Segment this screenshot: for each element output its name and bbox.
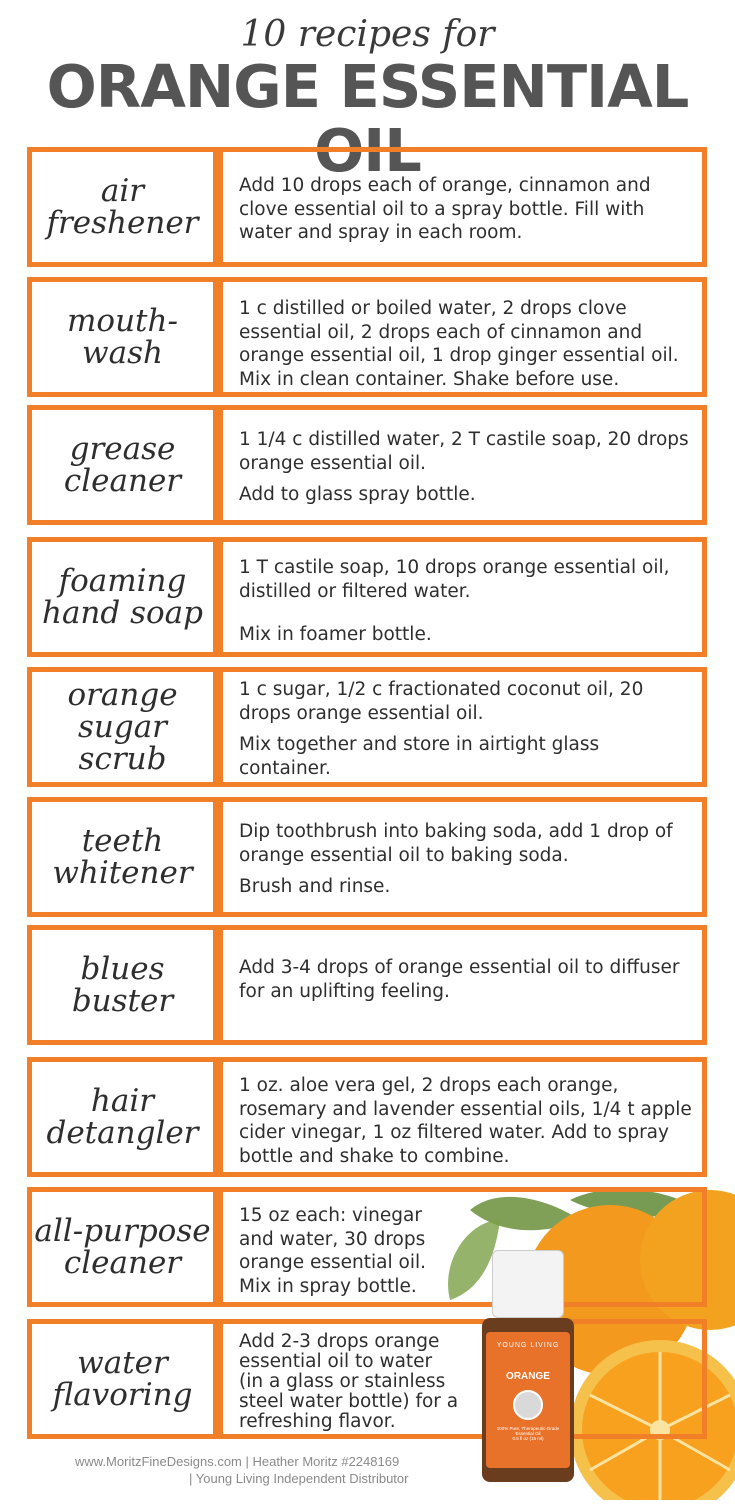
recipe-row: [27, 1187, 707, 1307]
recipe-row: [27, 537, 707, 657]
recipe-text: [218, 1187, 707, 1307]
page-title: ORANGE ESSENTIAL OIL: [46, 52, 689, 185]
recipe-text: [218, 277, 707, 397]
recipe-label: water flavoring: [27, 1319, 218, 1439]
essential-oil-bottle: [482, 1250, 574, 1482]
recipe-text: [218, 537, 707, 657]
recipe-paragraph: 1 oz. aloe vera gel, 2 drops each orange, rosemary and lavender essential oils, 1/4 t apple cider vinegar, 1 oz filtered water. Add to spray bottle and shake to combine.: [239, 1075, 692, 1167]
bottle-name: ORANGE: [506, 1371, 550, 1382]
recipe-label: mouth-wash: [27, 277, 218, 397]
bottle-cap: [492, 1250, 564, 1318]
recipe-label: air freshener: [27, 147, 218, 267]
bottle-volume: 0.5 fl oz (15 ml): [512, 1436, 544, 1441]
footer-line: | Young Living Independent Distributor: [189, 1471, 409, 1486]
bottle-fine-print: Essential Oil: [515, 1431, 541, 1436]
recipe-paragraph: Add to glass spray bottle.: [239, 484, 476, 505]
recipe-label: grease cleaner: [27, 405, 218, 525]
recipe-paragraph: 1 c sugar, 1/2 c fractionated coconut oil, 20 drops orange essential oil.: [239, 679, 644, 724]
footer: [75, 1453, 475, 1487]
recipe-row: [27, 667, 707, 787]
recipe-label: teeth whitener: [27, 797, 218, 917]
recipe-label: foaming hand soap: [27, 537, 218, 657]
recipe-paragraph: Mix together and store in airtight glass container.: [239, 734, 600, 779]
bottle-fine-print: 100% Pure, Therapeutic-Grade: [496, 1426, 560, 1431]
recipe-paragraph: Brush and rinse.: [239, 876, 391, 897]
recipe-text: [218, 797, 707, 917]
recipe-row: [27, 797, 707, 917]
recipe-row: [27, 925, 707, 1045]
recipe-paragraph: Dip toothbrush into baking soda, add 1 drop of orange essential oil to baking soda.: [239, 821, 673, 866]
recipe-text: [218, 1057, 707, 1177]
recipe-paragraph: 1 1/4 c distilled water, 2 T castile soap, 20 drops orange essential oil.: [239, 429, 689, 474]
recipe-paragraph: Mix in foamer bottle.: [239, 624, 432, 645]
recipe-text: [218, 147, 707, 267]
recipe-text: [218, 1319, 707, 1439]
footer-line: www.MoritzFineDesigns.com | Heather Moritz #2248169: [75, 1454, 400, 1469]
recipe-paragraph: Add 10 drops each of orange, cinnamon and clove essential oil to a spray bottle. Fill with water and spray in each room.: [239, 175, 651, 243]
recipe-paragraph: Mix in spray bottle.: [239, 1275, 417, 1297]
recipe-label: blues buster: [27, 925, 218, 1045]
recipe-row: [27, 147, 707, 267]
recipe-paragraph: 1 c distilled or boiled water, 2 drops clove essential oil, 2 drops each of cinnamon and orange essential oil, 1 drop ginger essential oil. Mix in clean container. Shake before use.: [239, 298, 679, 390]
recipe-text: [218, 667, 707, 787]
recipe-paragraph: Add 2-3 drops orange essential oil to water (in a glass or stainless steel water bottle) for a refreshing flavor.: [239, 1331, 459, 1432]
bottle-emblem-icon: [513, 1390, 543, 1420]
recipe-label: hair detangler: [27, 1057, 218, 1177]
recipe-row: [27, 1057, 707, 1177]
recipe-paragraph: 1 T castile soap, 10 drops orange essential oil, distilled or filtered water.: [239, 557, 670, 602]
recipe-row: [27, 1319, 707, 1439]
recipe-row: [27, 277, 707, 397]
recipe-paragraph: Add 3-4 drops of orange essential oil to diffuser for an uplifting feeling.: [239, 957, 680, 1002]
recipe-text: [218, 405, 707, 525]
recipe-row: [27, 405, 707, 525]
bottle-brand: YOUNG LIVING: [496, 1342, 560, 1349]
recipe-label: orange sugar scrub: [27, 667, 218, 787]
recipe-paragraph: 15 oz each: vinegar and water, 30 drops orange essential oil.: [239, 1205, 426, 1273]
recipe-label: all-purpose cleaner: [27, 1187, 218, 1307]
subtitle: 10 recipes for: [240, 14, 495, 55]
bottle-label: [486, 1332, 570, 1468]
recipe-text: [218, 925, 707, 1045]
